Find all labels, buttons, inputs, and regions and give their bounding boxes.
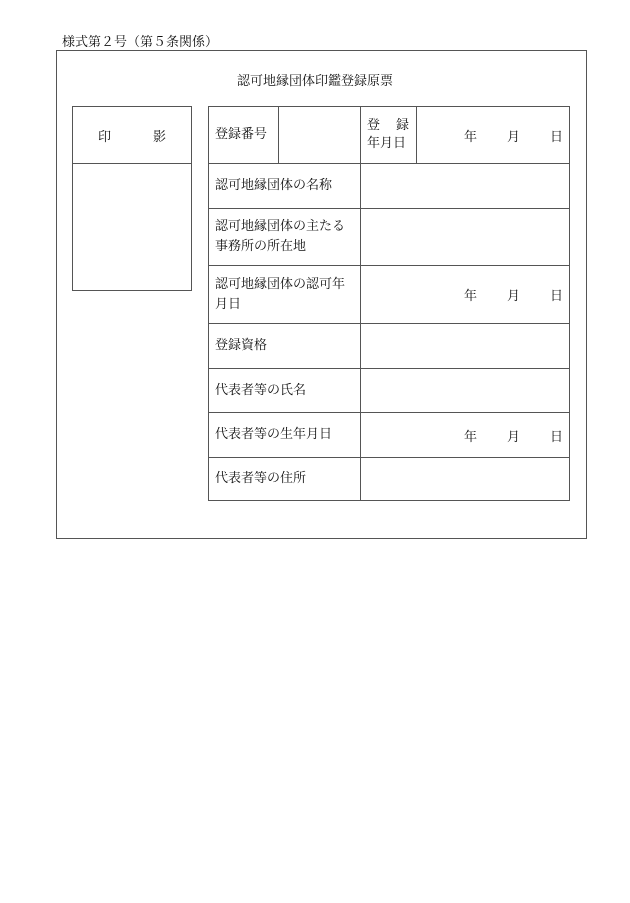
date-unit-month: 月	[506, 429, 520, 445]
authorization-date-label-line2: 月日	[215, 296, 242, 312]
registration-date-label-line2: 年月日	[367, 136, 407, 151]
date-unit-day: 日	[549, 289, 563, 304]
seal-header-char-2: 影	[153, 129, 167, 145]
date-unit-year: 年	[463, 289, 477, 304]
representative-birthdate-field[interactable]	[361, 413, 569, 457]
form-title: 認可地縁団体印鑑登録原票	[236, 74, 393, 89]
representative-birthdate-row	[209, 413, 569, 458]
representative-address-field[interactable]	[361, 458, 569, 500]
association-name-field[interactable]	[361, 164, 569, 208]
seal-header-char-1: 印	[97, 129, 111, 145]
association-name-row	[209, 164, 569, 209]
authorization-date-label	[209, 266, 361, 323]
form-number-label: 様式第２号（第５条関係）	[62, 35, 219, 50]
registration-number-field[interactable]	[279, 107, 361, 163]
registration-number-label: 登録番号	[209, 107, 279, 163]
seal-impression-box	[72, 106, 192, 291]
registration-number-row	[209, 107, 569, 164]
association-name-label: 認可地縁団体の名称	[209, 164, 361, 208]
office-address-label-line1: 認可地縁団体の主たる	[215, 219, 346, 234]
date-unit-month: 月	[506, 129, 520, 145]
registration-date-label	[361, 107, 417, 163]
qualification-field[interactable]	[361, 324, 569, 368]
representative-birthdate-label: 代表者等の生年月日	[209, 413, 361, 457]
authorization-date-label-line1: 認可地縁団体の認可年	[215, 276, 346, 292]
date-unit-day: 日	[549, 429, 563, 445]
representative-name-label: 代表者等の氏名	[209, 369, 361, 412]
representative-address-row	[209, 458, 569, 500]
date-unit-year: 年	[463, 129, 477, 145]
representative-address-label: 代表者等の住所	[209, 458, 361, 500]
qualification-row	[209, 324, 569, 369]
authorization-date-row	[209, 266, 569, 324]
date-unit-month: 月	[506, 289, 520, 304]
date-unit-day: 日	[549, 129, 563, 145]
representative-name-field[interactable]	[361, 369, 569, 412]
office-address-row	[209, 209, 569, 266]
authorization-date-field[interactable]	[361, 266, 569, 323]
registration-date-label-c2: 録	[395, 118, 409, 133]
registration-date-field[interactable]	[417, 107, 569, 163]
office-address-label-line2: 事務所の所在地	[215, 239, 307, 254]
registration-table	[208, 106, 570, 501]
office-address-field[interactable]	[361, 209, 569, 265]
seal-impression-area[interactable]	[73, 164, 191, 290]
date-unit-year: 年	[463, 429, 477, 445]
representative-name-row	[209, 369, 569, 413]
registration-date-label-c1: 登	[367, 118, 381, 133]
seal-impression-header	[73, 107, 191, 164]
office-address-label	[209, 209, 361, 265]
qualification-label: 登録資格	[209, 324, 361, 368]
